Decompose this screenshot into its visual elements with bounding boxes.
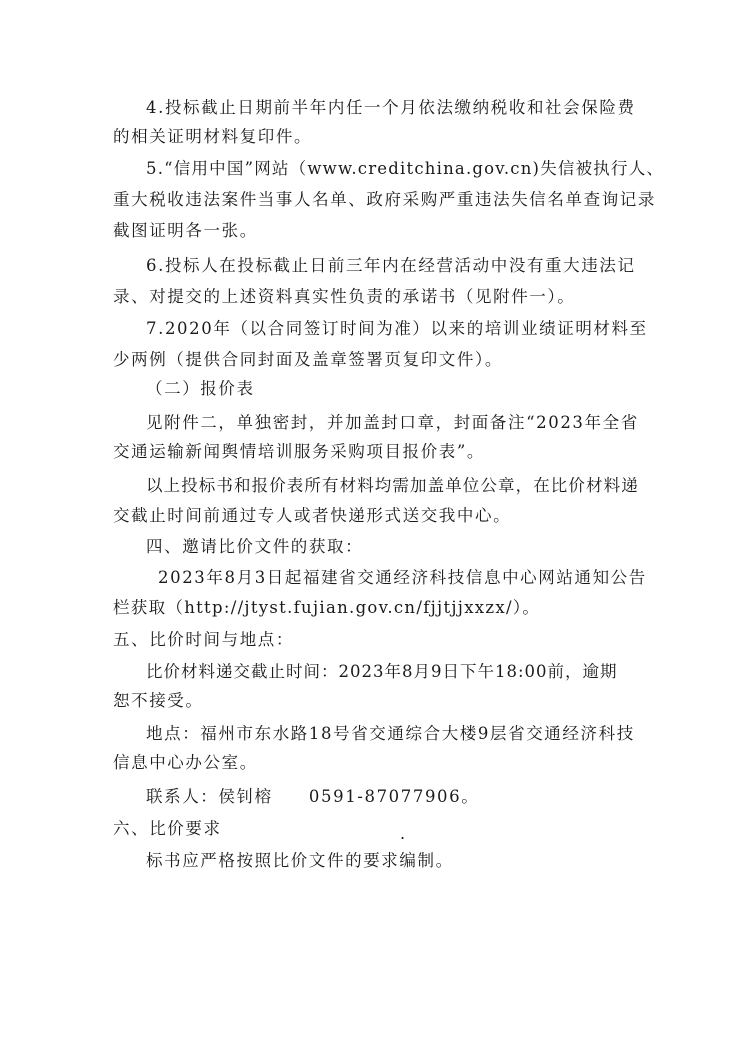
stray-mark: . xyxy=(400,824,406,843)
deadline-line-1: 比价材料递交截止时间：2023年8月9日下午18:00前，逾期 xyxy=(146,662,618,681)
item-5-line-3: 截图证明各一张。 xyxy=(113,221,258,240)
item-4-line-1: 4.投标截止日期前半年内任一个月依法缴纳税收和社会保险费 xyxy=(146,98,636,117)
item-7-line-1: 7.2020年（以合同签订时间为准）以来的培训业绩证明材料至 xyxy=(146,319,648,338)
section-4-heading: 四、邀请比价文件的获取： xyxy=(146,537,364,556)
acquire-line-1: 2023年8月3日起福建省交通经济科技信息中心网站通知公告 xyxy=(158,568,647,587)
item-6-line-2: 录、对提交的上述资料真实性负责的承诺书（见附件一）。 xyxy=(113,287,576,306)
quote-line-2: 交通运输新闻舆情培训服务采购项目报价表”。 xyxy=(113,442,486,461)
location-line-1: 地点：福州市东水路18号省交通综合大楼9层省交通经济科技 xyxy=(146,724,635,743)
seal-line-1: 以上投标书和报价表所有材料均需加盖单位公章，在比价材料递 xyxy=(146,476,639,495)
quote-line-1: 见附件二，单独密封，并加盖封口章，封面备注“2023年全省 xyxy=(146,413,639,432)
item-5-line-2: 重大税收违法案件当事人名单、政府采购严重违法失信名单查询记录 xyxy=(113,190,656,209)
requirement-line: 标书应严格按照比价文件的要求编制。 xyxy=(146,851,454,870)
item-4-line-2: 的相关证明材料复印件。 xyxy=(113,127,313,146)
seal-line-2: 交截止时间前通过专人或者快递形式送交我中心。 xyxy=(113,506,512,525)
deadline-line-2: 恕不接受。 xyxy=(113,691,204,710)
section-6-heading: 六、比价要求 xyxy=(113,819,222,838)
item-5-line-1: 5.“信用中国”网站（www.creditchina.gov.cn)失信被执行人、 xyxy=(146,159,665,178)
section-quote-heading: （二）报价表 xyxy=(146,379,255,398)
contact-line: 联系人：侯钊榕 0591-87077906。 xyxy=(146,787,480,806)
item-7-line-2: 少两例（提供合同封面及盖章签署页复印文件）。 xyxy=(113,350,503,369)
section-5-heading: 五、比价时间与地点： xyxy=(113,630,294,649)
location-line-2: 信息中心办公室。 xyxy=(113,753,258,772)
item-6-line-1: 6.投标人在投标截止日前三年内在经营活动中没有重大违法记 xyxy=(146,256,636,275)
acquire-line-2: 栏获取（http://jtyst.fujian.gov.cn/fjjtjjxxzx/）。 xyxy=(113,598,541,617)
